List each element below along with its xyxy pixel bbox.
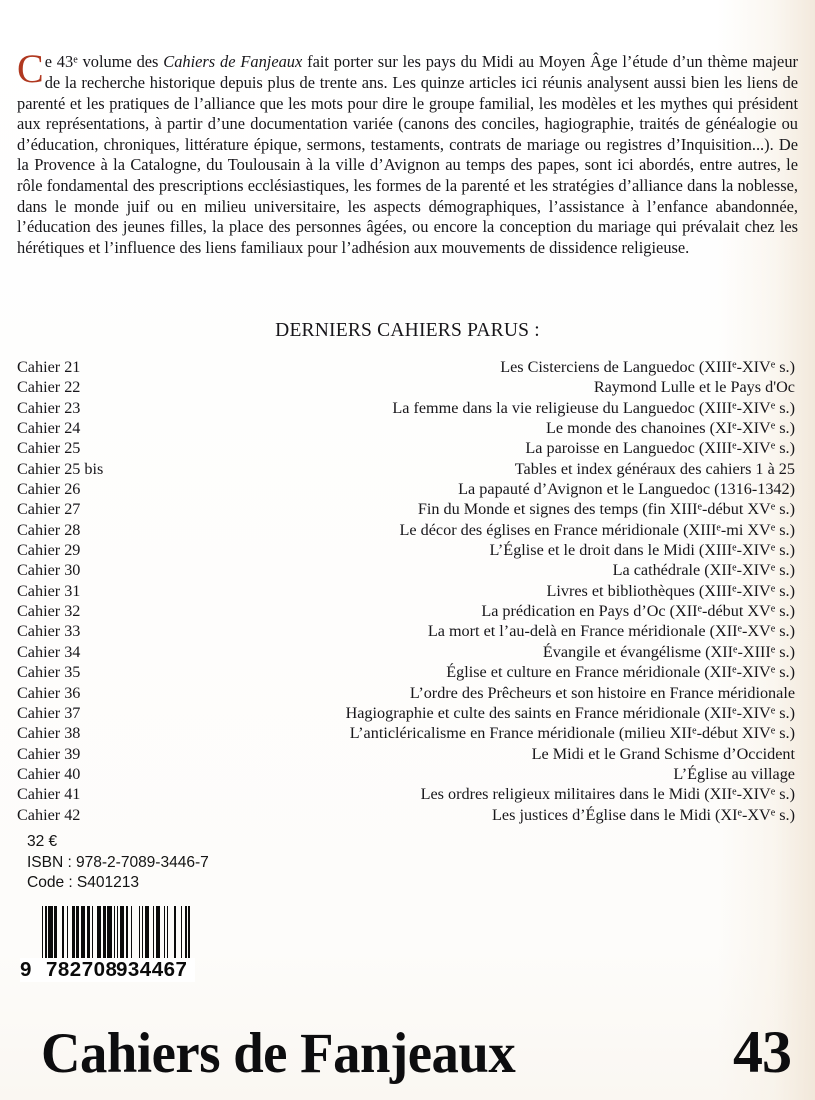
cahier-title: Église et culture en France méridionale (XIIe-XIVe s.) [446, 663, 795, 682]
cahier-title: Le monde des chanoines (XIe-XIVe s.) [546, 419, 795, 438]
blurb-segment-2: volume des [77, 52, 164, 72]
cahier-title: Les justices d’Église dans le Midi (XIe-XVe s.) [492, 805, 795, 824]
cahier-title: Hagiographie et culte des saints en France méridionale (XIIe-XIVe s.) [345, 703, 795, 722]
cahier-row [17, 643, 795, 663]
cahier-number: Cahier 27 [17, 500, 81, 519]
cahier-number: Cahier 34 [17, 642, 81, 661]
cahier-row [17, 806, 795, 826]
cahier-number: Cahier 23 [17, 398, 81, 417]
cahier-row [17, 419, 795, 439]
journal-title-italic: Cahiers de Fanjeaux [163, 52, 303, 72]
cahier-number: Cahier 26 [17, 480, 81, 499]
blurb-body: fait porter sur les pays du Midi au Moyen Âge l’étude d’un thème majeur de la recherche historique depuis plus de trente ans. Les quinze articles ici réunis analysent aussi bien les liens de parenté et les pratiques de l’alliance que les mots pour dire le groupe familial, les modèles et les mythes qui président aux représentations, à partir d’une documentation variée (canons des conciles, hagiographie, traités de généalogie ou d’éducation, chroniques, littérature épique, sermons, testaments, contrats de mariage ou registres d’Inquisition...). De la Provence à la Catalogne, du Toulousain à la ville d’Avignon au temps des papes, sont ici abordés, entre autres, le rôle fondamental des prescriptions ecclésiastiques, les formes de la parenté et les stratégies d’alliance dans la noblesse, dans le monde juif ou en milieu universitaire, les aspects démographiques, l’assistance à l’enfance abandonnée, l’éducation des jeunes filles, la place des personnes âgées, ou encore la conception du mariage qui prévalait chez les hérétiques et l’influence des liens familiaux pour l’adhésion aux mouvements de dissidence religieuse. [17, 52, 798, 257]
cahier-row [17, 460, 795, 480]
isbn-line: ISBN : 978-2-7089-3446-7 [27, 853, 209, 871]
cahier-number: Cahier 21 [17, 358, 81, 376]
cahier-row [17, 521, 795, 541]
cahier-title: L’Église au village [673, 764, 795, 783]
blurb-paragraph [17, 46, 798, 258]
cahier-row [17, 745, 795, 765]
barcode-digits [20, 958, 195, 982]
cahier-number: Cahier 41 [17, 785, 81, 804]
cahier-number: Cahier 25 [17, 439, 81, 458]
cahier-title: Raymond Lulle et le Pays d'Oc [593, 378, 795, 397]
cahier-title: Les ordres religieux militaires dans le Midi (XIIe-XIVe s.) [420, 785, 795, 804]
drop-cap-letter: C [17, 46, 44, 92]
cahier-row [17, 684, 795, 704]
cahier-number: Cahier 31 [17, 581, 81, 600]
cahier-title: Évangile et évangélisme (XIIe-XIIIe s.) [542, 642, 795, 661]
barcode-right-group: 934467 [116, 958, 188, 981]
ean13-barcode [20, 906, 195, 982]
cahiers-list [17, 358, 795, 826]
series-title: Cahiers de Fanjeaux [41, 1022, 516, 1085]
cahier-number: Cahier 32 [17, 602, 81, 621]
cahier-number: Cahier 40 [17, 764, 81, 783]
cahier-title: L’anticléricalisme en France méridionale (milieu XIIe-début XIVe s.) [349, 724, 795, 743]
cahier-title: Le décor des églises en France méridionale (XIIIe-mi XVe s.) [399, 520, 795, 539]
cahier-title: La paroisse en Languedoc (XIIIe-XIVe s.) [525, 439, 795, 458]
cahier-number: Cahier 24 [17, 419, 81, 438]
cahier-row [17, 765, 795, 785]
cahier-row [17, 704, 795, 724]
cahier-title: L’Église et le droit dans le Midi (XIIIe-XIVe s.) [489, 541, 795, 560]
cahier-number: Cahier 39 [17, 744, 81, 763]
cahier-title: Tables et index généraux des cahiers 1 à 25 [514, 459, 795, 478]
cahier-title: La femme dans la vie religieuse du Languedoc (XIIIe-XIVe s.) [392, 398, 795, 417]
cahier-row [17, 500, 795, 520]
cahier-row [17, 378, 795, 398]
cahier-row [17, 480, 795, 500]
cahier-row [17, 358, 795, 378]
colophon-block [27, 832, 209, 894]
cahier-number: Cahier 37 [17, 703, 81, 722]
cahier-row [17, 785, 795, 805]
section-heading-derniers-cahiers-parus: DERNIERS CAHIERS PARUS : [275, 320, 540, 341]
cahier-title: La papauté d’Avignon et le Languedoc (1316-1342) [458, 480, 795, 499]
price-line: 32 € [27, 833, 58, 850]
cahier-title: Livres et bibliothèques (XIIIe-XIVe s.) [546, 581, 795, 600]
barcode-left-group: 782708 [46, 958, 118, 981]
cahier-row [17, 399, 795, 419]
cahier-row [17, 724, 795, 744]
cahier-row [17, 663, 795, 683]
cahier-title: Fin du Monde et signes des temps (fin XIIIe-début XVe s.) [417, 500, 795, 519]
blurb-volume-prefix: e 43 [44, 52, 74, 72]
cahier-title: Les Cisterciens de Languedoc (XIIIe-XIVe s.) [500, 358, 795, 376]
cahier-row [17, 602, 795, 622]
ordinal-suffix: e [73, 54, 78, 66]
cahier-number: Cahier 33 [17, 622, 81, 641]
cahier-row [17, 582, 795, 602]
cahier-row [17, 561, 795, 581]
cahier-title: Le Midi et le Grand Schisme d’Occident [531, 744, 795, 763]
cahier-title: La mort et l’au-delà en France méridionale (XIIe-XVe s.) [427, 622, 795, 641]
cahier-row [17, 439, 795, 459]
barcode-lead-digit: 9 [20, 958, 32, 981]
cahier-number: Cahier 28 [17, 520, 81, 539]
cahier-number: Cahier 42 [17, 805, 81, 824]
cahier-number: Cahier 22 [17, 378, 81, 397]
volume-number: 43 [733, 1019, 791, 1085]
cahier-number: Cahier 29 [17, 541, 81, 560]
cahier-number: Cahier 38 [17, 724, 81, 743]
cahier-number: Cahier 30 [17, 561, 81, 580]
cahier-number: Cahier 35 [17, 663, 81, 682]
cahier-row [17, 622, 795, 642]
cahier-title: La cathédrale (XIIe-XIVe s.) [612, 561, 795, 580]
cahier-number: Cahier 25 bis [17, 459, 104, 478]
cahier-title: La prédication en Pays d’Oc (XIIe-début XVe s.) [481, 602, 795, 621]
cahier-title: L’ordre des Prêcheurs et son histoire en France méridionale [409, 683, 795, 702]
cahier-number: Cahier 36 [17, 683, 81, 702]
code-line: Code : S401213 [27, 874, 140, 891]
cahier-row [17, 541, 795, 561]
